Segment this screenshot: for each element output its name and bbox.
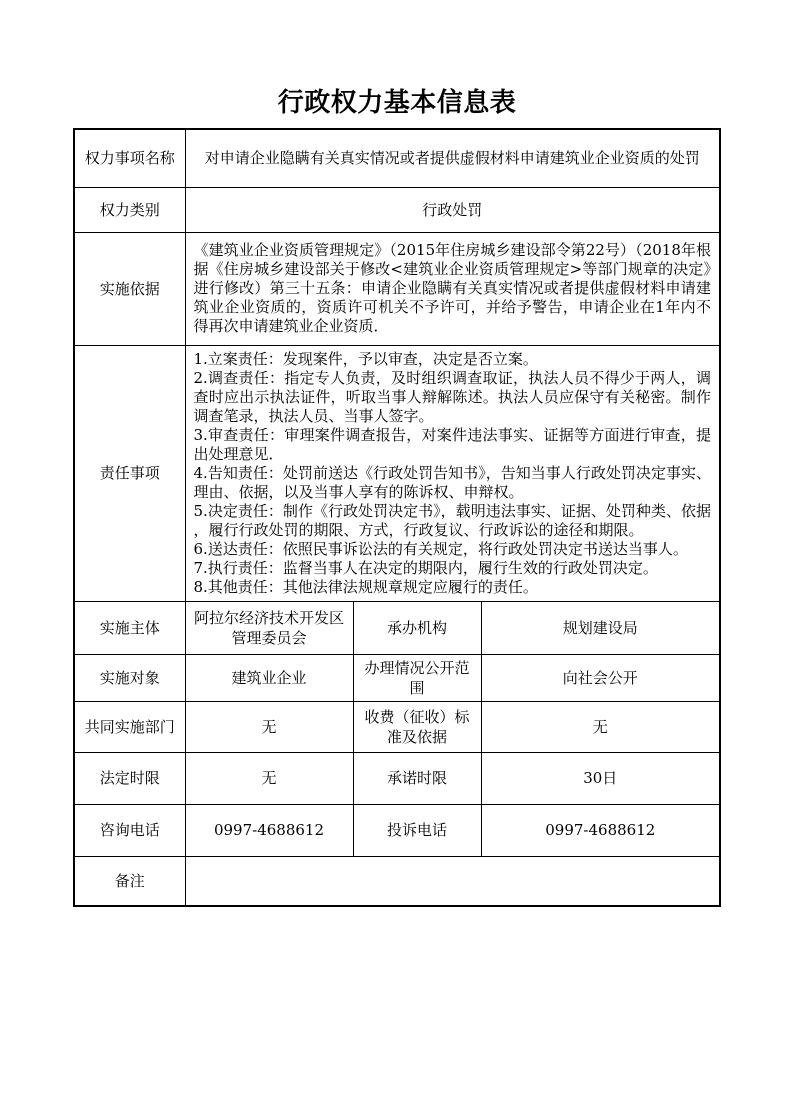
- table-row-joint-implementation-dept: [74, 701, 720, 752]
- label-statutory-time-limit: 法定时限: [74, 752, 185, 804]
- page-title: 行政权力基本信息表: [277, 88, 517, 118]
- value-implementing-body: 阿拉尔经济技术开发区管理委员会: [185, 601, 353, 654]
- label-disclosure-scope: 办理情况公开范围: [353, 654, 481, 701]
- value-responsibility-items: [185, 345, 720, 601]
- value-joint-implementation-dept: 无: [185, 701, 353, 752]
- duty-item-5: 5.决定责任：制作《行政处罚决定书》，载明违法事实、证据、处罚种类、依据，履行行政处罚的期限、方式，行政复议、行政诉讼的途径和期限。: [193, 501, 712, 539]
- value-remarks: [185, 856, 720, 906]
- duty-item-3: 3.审查责任：审理案件调查报告，对案件违法事实、证据等方面进行审查，提出处理意见．: [193, 425, 712, 463]
- label-fee-standard-basis: 收费（征收）标准及依据: [353, 701, 481, 752]
- label-implementation-basis: 实施依据: [74, 232, 185, 345]
- label-joint-implementation-dept: 共同实施部门: [74, 701, 185, 752]
- label-remarks: 备注: [74, 856, 185, 906]
- duty-item-2: 2.调查责任：指定专人负责，及时组织调查取证，执法人员不得少于两人，调查时应出示执法证件，听取当事人辩解陈述。执法人员应保守有关秘密。制作调查笔录，执法人员、当事人签字。: [193, 368, 712, 425]
- info-table: [73, 128, 721, 907]
- value-fee-standard-basis: 无: [481, 701, 720, 752]
- table-row-responsibility-items: [74, 345, 720, 601]
- label-consultation-phone: 咨询电话: [74, 804, 185, 856]
- value-implementation-target: 建筑业企业: [185, 654, 353, 701]
- value-consultation-phone: 0997-4688612: [185, 804, 353, 856]
- label-implementing-body: 实施主体: [74, 601, 185, 654]
- label-promised-time-limit: 承诺时限: [353, 752, 481, 804]
- table-row-implementing-body: [74, 601, 720, 654]
- value-disclosure-scope: 向社会公开: [481, 654, 720, 701]
- value-promised-time-limit: 30日: [481, 752, 720, 804]
- value-undertaking-agency: 规划建设局: [481, 601, 720, 654]
- label-undertaking-agency: 承办机构: [353, 601, 481, 654]
- value-implementation-basis: 《建筑业企业资质管理规定》（2015年住房城乡建设部令第22号）（2018年根据《住房城乡建设部关于修改<建筑业企业资质管理规定>等部门规章的决定》进行修改）第三十五条：申请企业隐瞒有关真实情况或者提供虚假材料申请建筑业企业资质的，资质许可机关不予许可，并给予警告，申请企业在1年内不得再次申请建筑业企业资质．: [185, 232, 720, 345]
- duty-item-7: 7.执行责任：监督当事人在决定的期限内，履行生效的行政处罚决定。: [193, 558, 658, 577]
- label-responsibility-items: 责任事项: [74, 345, 185, 601]
- table-row-phones: [74, 804, 720, 856]
- label-implementation-target: 实施对象: [74, 654, 185, 701]
- value-complaint-phone: 0997-4688612: [481, 804, 720, 856]
- table-row-implementation-basis: [74, 232, 720, 345]
- table-row-implementation-target: [74, 654, 720, 701]
- duty-item-1: 1.立案责任：发现案件，予以审查，决定是否立案。: [193, 349, 538, 368]
- label-complaint-phone: 投诉电话: [353, 804, 481, 856]
- table-row-power-category: [74, 187, 720, 232]
- duty-item-4: 4.告知责任：处罚前送达《行政处罚告知书》，告知当事人行政处罚决定事实、理由、依据，以及当事人享有的陈诉权、申辩权。: [193, 463, 712, 501]
- value-statutory-time-limit: 无: [185, 752, 353, 804]
- value-power-category: 行政处罚: [185, 187, 720, 232]
- duty-item-8: 8.其他责任：其他法律法规规章规定应履行的责任。: [193, 577, 538, 596]
- table-row-power-item-name: [74, 129, 720, 187]
- table-row-remarks: [74, 856, 720, 906]
- label-power-item-name: 权力事项名称: [74, 129, 185, 187]
- duty-item-6: 6.送达责任：依照民事诉讼法的有关规定，将行政处罚决定书送达当事人。: [193, 539, 688, 558]
- table-row-statutory-time-limit: [74, 752, 720, 804]
- label-power-category: 权力类别: [74, 187, 185, 232]
- value-power-item-name: 对申请企业隐瞒有关真实情况或者提供虚假材料申请建筑业企业资质的处罚: [185, 129, 720, 187]
